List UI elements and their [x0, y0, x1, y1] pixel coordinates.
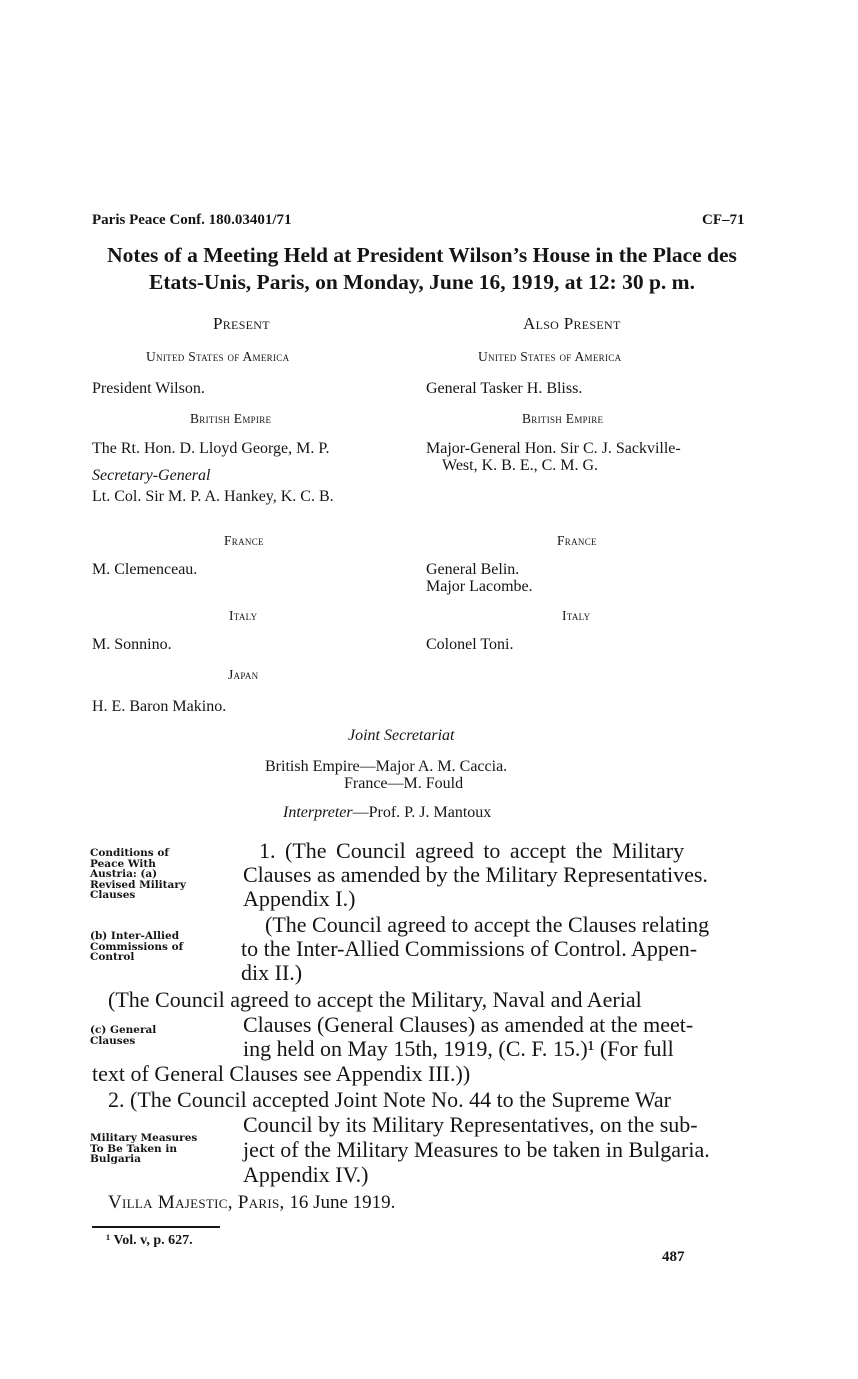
- secretariat-line-1: British Empire—Major A. M. Caccia.: [265, 758, 508, 775]
- paragraph-4-line-4: Appendix IV.): [243, 1162, 369, 1187]
- also-present-it-name: Colonel Toni.: [426, 636, 514, 653]
- paragraph-1-line-1: 1. (The Council agreed to accept the Military: [259, 838, 685, 863]
- signoff-place: Villa Majestic, Paris,: [108, 1192, 285, 1213]
- sidenote-inter-allied-commissions: [90, 931, 183, 963]
- sidenote-line: Clauses: [90, 889, 136, 901]
- sidenote-line: Control: [90, 951, 135, 963]
- document-code: CF–71: [702, 212, 745, 228]
- present-it-name: M. Sonnino.: [92, 636, 172, 653]
- sidenote-line: To Be Taken in: [90, 1142, 177, 1155]
- present-fr-name: M. Clemenceau.: [92, 561, 198, 578]
- sidenote-line: Commissions of: [90, 940, 184, 953]
- also-present-it-label: Italy: [562, 608, 591, 623]
- present-be-label: British Empire: [190, 411, 272, 426]
- also-present-be-name-1: Major-General Hon. Sir C. J. Sackville-: [426, 440, 681, 457]
- also-present-be-name-2: West, K. B. E., C. M. G.: [442, 457, 599, 474]
- sidenote-line: Clauses: [90, 1034, 136, 1047]
- footnote-rule: [92, 1226, 220, 1228]
- sidenote-line: Revised Military: [90, 878, 186, 891]
- sidenote-general-clauses: [90, 1025, 156, 1046]
- secretary-general-name: Lt. Col. Sir M. P. A. Hankey, K. C. B.: [92, 488, 334, 505]
- present-us-name: President Wilson.: [92, 380, 205, 397]
- secretariat-line-2: France—M. Fould: [344, 775, 464, 792]
- sidenote-line: Austria: (a): [90, 868, 158, 880]
- present-it-label: Italy: [229, 608, 258, 623]
- present-fr-label: France: [224, 533, 264, 548]
- document-reference: Paris Peace Conf. 180.03401/71: [92, 212, 292, 228]
- sidenote-line: Conditions of: [90, 847, 169, 859]
- joint-secretariat-heading: Joint Secretariat: [348, 727, 455, 744]
- signoff-date: 16 June 1919.: [289, 1192, 396, 1213]
- paragraph-4-line-1: 2. (The Council accepted Joint Note No. 44 to the Supreme War: [108, 1087, 671, 1112]
- sidenote-revised-military-clauses: [90, 848, 186, 901]
- paragraph-4-line-3: ject of the Military Measures to be taken in Bulgaria.: [243, 1137, 710, 1162]
- paragraph-2-line-3: dix II.): [241, 960, 303, 985]
- secretary-general-label: Secretary-General: [92, 467, 211, 484]
- also-present-fr-name-1: General Belin.: [426, 561, 520, 578]
- also-present-fr-label: France: [557, 533, 597, 548]
- page-number: 487: [662, 1249, 685, 1265]
- sidenote-military-measures-bulgaria: [90, 1133, 197, 1165]
- interpreter-name: —Prof. P. J. Mantoux: [352, 804, 492, 821]
- also-present-fr-name-2: Major Lacombe.: [426, 578, 533, 595]
- paragraph-3-line-4: text of General Clauses see Appendix III.)): [92, 1061, 471, 1086]
- paragraph-3-line-2: Clauses (General Clauses) as amended at the meet-: [243, 1012, 694, 1037]
- also-present-be-label: British Empire: [522, 411, 604, 426]
- sidenote-line: (b) Inter-Allied: [90, 930, 180, 942]
- sidenote-line: (c) General: [90, 1024, 157, 1036]
- paragraph-1-line-3: Appendix I.): [243, 886, 356, 911]
- sidenote-line: Bulgaria: [90, 1153, 141, 1165]
- signoff: [108, 1192, 395, 1214]
- interpreter-label: Interpreter: [283, 804, 353, 821]
- paragraph-2-line-1: (The Council agreed to accept the Clauses relating: [265, 912, 710, 937]
- page-title: Notes of a Meeting Held at President Wilson’s House in the Place des Etats-Unis, Paris, on Monday, June 16, 1919, at 12: 30 p. m.: [107, 243, 737, 294]
- present-jp-label: Japan: [228, 667, 259, 682]
- present-be-name: The Rt. Hon. D. Lloyd George, M. P.: [92, 440, 330, 457]
- paragraph-2-line-2: to the Inter-Allied Commissions of Control. Appen-: [241, 936, 698, 961]
- sidenote-line: Peace With: [90, 857, 156, 870]
- footnote: ¹ Vol. v, p. 627.: [106, 1233, 193, 1248]
- paragraph-1-line-2: Clauses as amended by the Military Representatives.: [243, 862, 708, 887]
- also-present-us-label: United States of America: [478, 349, 622, 364]
- paragraph-3-line-3: ing held on May 15th, 1919, (C. F. 15.)¹ (For full: [243, 1036, 674, 1061]
- also-present-heading: Also Present: [523, 314, 621, 333]
- sidenote-line: Military Measures: [90, 1132, 198, 1144]
- present-heading: Present: [213, 314, 270, 333]
- also-present-us-name: General Tasker H. Bliss.: [426, 380, 583, 397]
- paragraph-3-line-1: (The Council agreed to accept the Military, Naval and Aerial: [108, 987, 642, 1012]
- paragraph-4-line-2: Council by its Military Representatives, on the sub-: [243, 1112, 698, 1137]
- present-us-label: United States of America: [146, 349, 290, 364]
- present-jp-name: H. E. Baron Makino.: [92, 698, 227, 715]
